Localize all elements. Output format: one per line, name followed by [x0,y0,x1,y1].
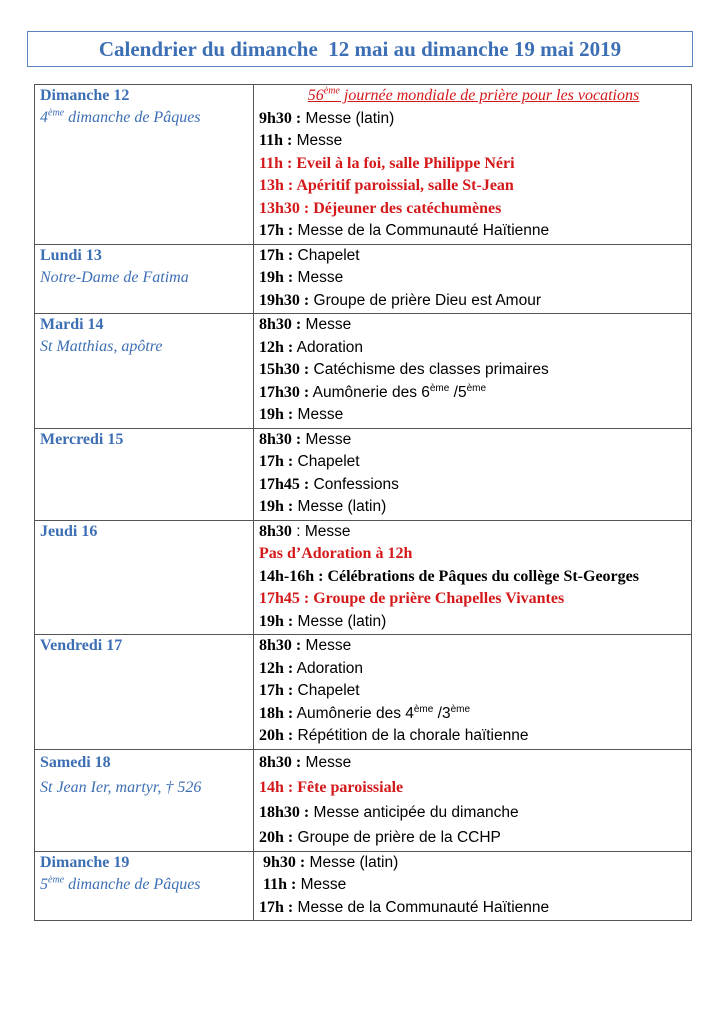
event-item: 19h30 : Groupe de prière Dieu est Amour [259,291,541,309]
day-cell [35,749,254,851]
event-item: 17h : Chapelet [259,682,360,699]
event-item: 15h30 : Catéchisme des classes primaires [259,361,549,378]
day-name: Samedi 18 [40,753,111,771]
page-title: Calendrier du dimanche 12 mai au dimanche 19 mai 2019 [98,36,622,61]
day-cell [35,520,254,635]
event-item: 19h : Messe (latin) [259,612,387,630]
event-item-highlight: 14h : Fête paroissiale [259,778,404,796]
event-item: 12h : Adoration [259,659,364,677]
day-cell [35,85,254,245]
events-cell [254,314,692,429]
event-item: 20h : Groupe de prière de la CCHP [259,828,501,846]
day-row [35,244,692,314]
event-item: 9h30 : Messe (latin) [259,853,399,871]
event-item: 9h30 : Messe (latin) [259,109,395,127]
day-cell [35,851,254,921]
day-name: Jeudi 16 [40,522,98,540]
day-row [35,520,692,635]
day-cell [35,635,254,750]
event-item: 8h30 : Messe [259,753,352,771]
day-name: Dimanche 12 [40,87,130,104]
event-item: 8h30 : Messe [259,522,351,540]
day-row [35,851,692,921]
event-item: 19h : Messe [259,269,344,286]
liturgical-note: Notre-Dame de Fatima [40,268,189,286]
schedule-table [34,84,692,921]
event-item-highlight: 17h45 : Groupe de prière Chapelles Vivantes [259,590,565,607]
event-item-highlight: 11h : Eveil à la foi, salle Philippe Néri [259,154,515,172]
day-row [35,314,692,429]
event-item: 17h : Messe de la Communauté Haïtienne [259,222,550,239]
day-name: Mercredi 15 [40,430,124,448]
event-item: 14h-16h : Célébrations de Pâques du collège St-Georges [259,567,639,585]
event-item: 18h : Aumônerie des 4ème /3ème [259,703,471,722]
event-item-highlight: Pas d’Adoration à 12h [259,545,413,562]
title-box [27,31,693,67]
day-row [35,635,692,750]
event-item: 19h : Messe (latin) [259,498,387,515]
day-cell [35,314,254,429]
events-cell [254,851,692,921]
day-name: Lundi 13 [40,246,102,264]
day-cell [35,244,254,314]
event-item: 8h30 : Messe [259,637,352,654]
event-item: 17h : Chapelet [259,453,360,470]
day-name: Vendredi 17 [40,637,123,654]
event-item: 11h : Messe [259,876,347,893]
event-item: 17h45 : Confessions [259,475,399,493]
event-item: 8h30 : Messe [259,430,352,448]
day-row [35,749,692,851]
day-cell [35,428,254,520]
event-item: 17h : Chapelet [259,246,360,264]
events-cell [254,520,692,635]
event-item: 12h : Adoration [259,338,364,356]
liturgical-note: 5ème dimanche de Pâques [40,874,201,893]
day-row [35,428,692,520]
events-cell [254,244,692,314]
event-item: 17h : Messe de la Communauté Haïtienne [259,898,550,916]
event-item: 18h30 : Messe anticipée du dimanche [259,803,519,821]
liturgical-note: St Matthias, apôtre [40,338,163,355]
day-name: Dimanche 19 [40,853,130,871]
liturgical-note: 4ème dimanche de Pâques [40,107,201,126]
day-row [35,85,692,245]
event-item-highlight: 13h30 : Déjeuner des catéchumènes [259,199,502,217]
event-item-highlight: 13h : Apéritif paroissial, salle St-Jean [259,177,514,194]
liturgical-note: St Jean Ier, martyr, † 526 [40,778,202,796]
event-item: 8h30 : Messe [259,316,352,333]
day-name: Mardi 14 [40,316,104,333]
events-cell [254,635,692,750]
event-item: 20h : Répétition de la chorale haïtienne [259,727,529,744]
event-item: 11h : Messe [259,132,343,149]
events-cell [254,85,692,245]
events-cell [254,749,692,851]
event-banner: 56ème journée mondiale de prière pour les vocations [307,85,640,104]
event-item: 19h : Messe [259,406,344,423]
events-cell [254,428,692,520]
event-item: 17h30 : Aumônerie des 6ème /5ème [259,382,487,401]
